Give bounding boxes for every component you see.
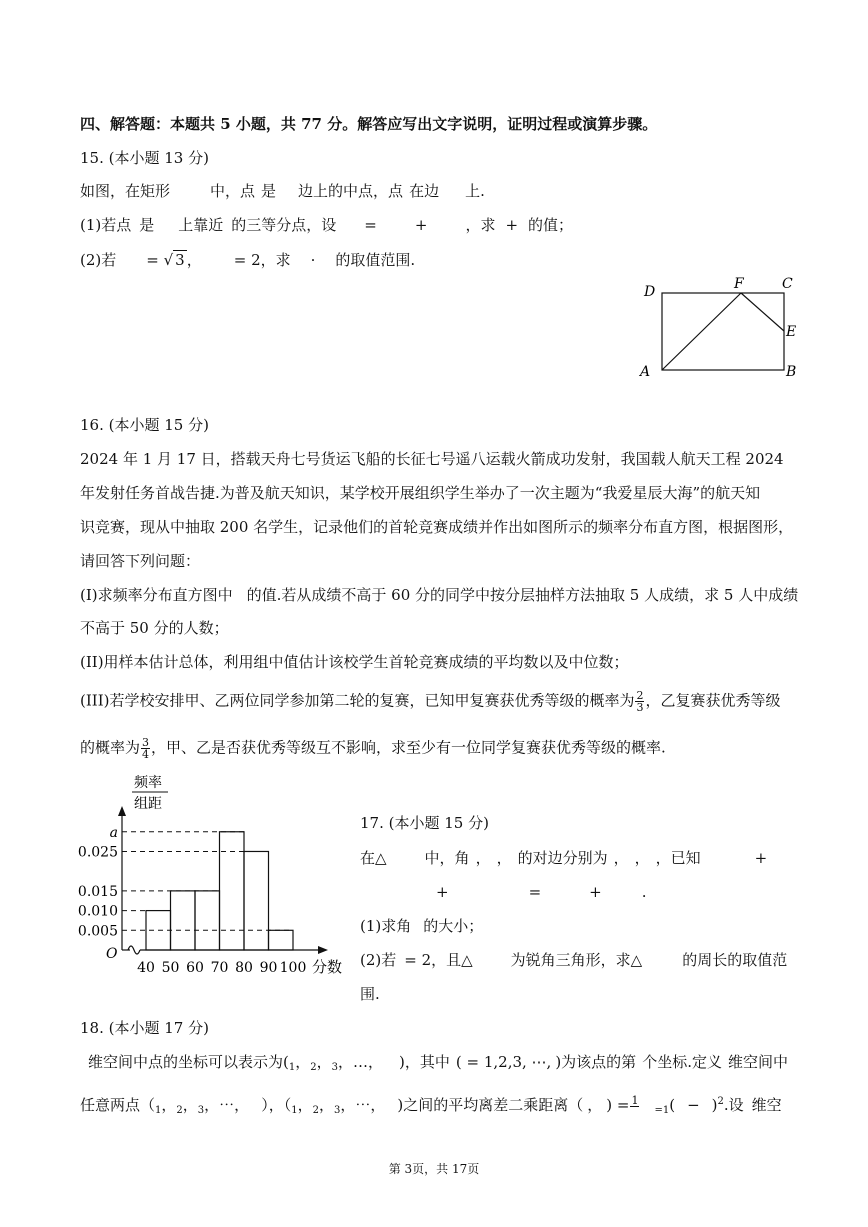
q16-line4: 请回答下列问题：: [80, 552, 201, 570]
q16-line2: 年发射任务首战告捷.为普及航天知识，某学校开展组织学生举办了一次主题为“我爱星辰大海”的航天知: [80, 484, 761, 502]
x-tick-label-60: 60: [186, 960, 204, 976]
x-tick-label-50: 50: [161, 960, 180, 976]
q17-part1: (1)求角 的大小；: [360, 917, 484, 935]
y-axis-arrow: [118, 806, 126, 816]
page-footer: 第 3页，共 17页: [388, 1162, 480, 1176]
q18-number: 18. (本小题 17 分): [80, 1019, 209, 1037]
y-tick-label-3: 0.025: [77, 844, 118, 861]
x-tick-label-100: 100: [279, 960, 307, 976]
rectangle-figure: [630, 272, 810, 382]
q18-line2: 任意两点（$_1$，$_2$，$_3$，⋯， ），（$_1$，$_2$，$_3$，⋯， )之间的平均离差二乘距离（ ， ) = 1 $_{=1}( - )^2$.设 维空: [80, 1093, 782, 1116]
label-f: F: [734, 276, 744, 292]
q17-part2-cont: 围.: [360, 985, 380, 1003]
q17-part2: (2)若 = 2，且△ 为锐角三角形，求△ 的周长的取值范: [360, 951, 788, 969]
fraction-three-quarters: $\frac{3}{4}$: [142, 736, 150, 761]
q17-line1: 在△ 中，角 ， ， 的对边分别为 ， ， ，已知 +: [360, 849, 768, 867]
y-tick-label-2: 0.015: [77, 883, 118, 900]
histogram-bar-70-80: [220, 832, 245, 950]
y-tick-label-4: a: [109, 824, 118, 841]
q16-part2: (II)用样本估计总体，利用组中值估计该校学生首轮竞赛成绩的平均数以及中位数；: [80, 653, 629, 671]
frequency-histogram: [70, 770, 360, 980]
ylabel-bottom: 组距: [134, 796, 162, 812]
q16-part3b: 的概率为 $\frac{3}{4}$ ，甲、乙是否获优秀等级互不影响，求至少有一位同学复赛获优秀等级的概率.: [80, 736, 666, 761]
x-tick-label-70: 70: [210, 960, 229, 976]
label-d: D: [644, 284, 656, 300]
label-a: A: [640, 364, 651, 380]
y-tick-label-1: 0.010: [77, 903, 118, 920]
q16-number: 16. (本小题 15 分): [80, 416, 209, 434]
q17-line2: + = + .: [436, 883, 647, 901]
x-tick-label-40: 40: [137, 960, 155, 976]
origin-label: O: [106, 946, 118, 962]
histogram-bar-80-90: [244, 851, 269, 950]
ylabel-top: 频率: [134, 775, 162, 791]
sqrt-symbol: √ 3: [163, 251, 185, 269]
histogram-bar-60-70: [195, 891, 220, 950]
histogram-bar-90-100: [269, 930, 294, 950]
y-tick-label-0: 0.005: [77, 923, 118, 940]
fraction-two-thirds: $\frac{2}{3}$: [636, 689, 644, 714]
q16-line3: 识竞赛，现从中抽取 200 名学生，记录他们的首轮竞赛成绩并作出如图所示的频率分布直方图，根据图形，: [80, 518, 794, 536]
q16-part3a: (III)若学校安排甲、乙两位同学参加第二轮的复赛，已知甲复赛获优秀等级的概率为 $\frac{2}{3}$ ，乙复赛获优秀等级: [80, 689, 781, 714]
label-c: C: [782, 276, 793, 292]
x-tick-label-90: 90: [259, 960, 278, 976]
label-e: E: [786, 324, 797, 340]
fraction-one-over-n: 1: [631, 1093, 639, 1107]
section-heading: 四、解答题：本题共 5 小题，共 77 分。解答应写出文字说明，证明过程或演算步骤。: [80, 115, 658, 133]
q17-number: 17. (本小题 15 分): [360, 814, 489, 832]
x-tick-label-80: 80: [235, 960, 253, 976]
q15-part1: (1)若点 是 上靠近 的三等分点，设 = + ，求 + 的值；: [80, 216, 574, 234]
histogram-bar-50-60: [171, 891, 196, 950]
x-axis-arrow: [318, 946, 328, 954]
q16-line1: 2024 年 1 月 17 日，搭载天舟七号货运飞船的长征七号遥八运载火箭成功发射，我国载人航天工程 2024: [80, 450, 784, 468]
q15-number: 15. (本小题 13 分): [80, 149, 209, 167]
q18-line1: 维空间中点的坐标可以表示为($_1$，$_2$，$_3$，…， )，其中 ( = 1,2,3, ⋯, )为该点的第 个坐标.定义 维空间中: [88, 1053, 788, 1073]
label-b: B: [786, 364, 797, 380]
q16-part1c: 不高于 50 分的人数；: [80, 619, 229, 637]
q15-part2: (2)若 = √ 3 ， = 2，求 · 的取值范围.: [80, 251, 416, 269]
xlabel: 分数: [312, 958, 343, 976]
q15-intro: 如图，在矩形 中，点 是 边上的中点，点 在边 上.: [80, 182, 485, 200]
q16-part1a: (I)求频率分布直方图中 的值.若从成绩不高于 60 分的同学中按分层抽样方法抽取 5 人成绩，求 5 人中成绩: [80, 586, 799, 604]
